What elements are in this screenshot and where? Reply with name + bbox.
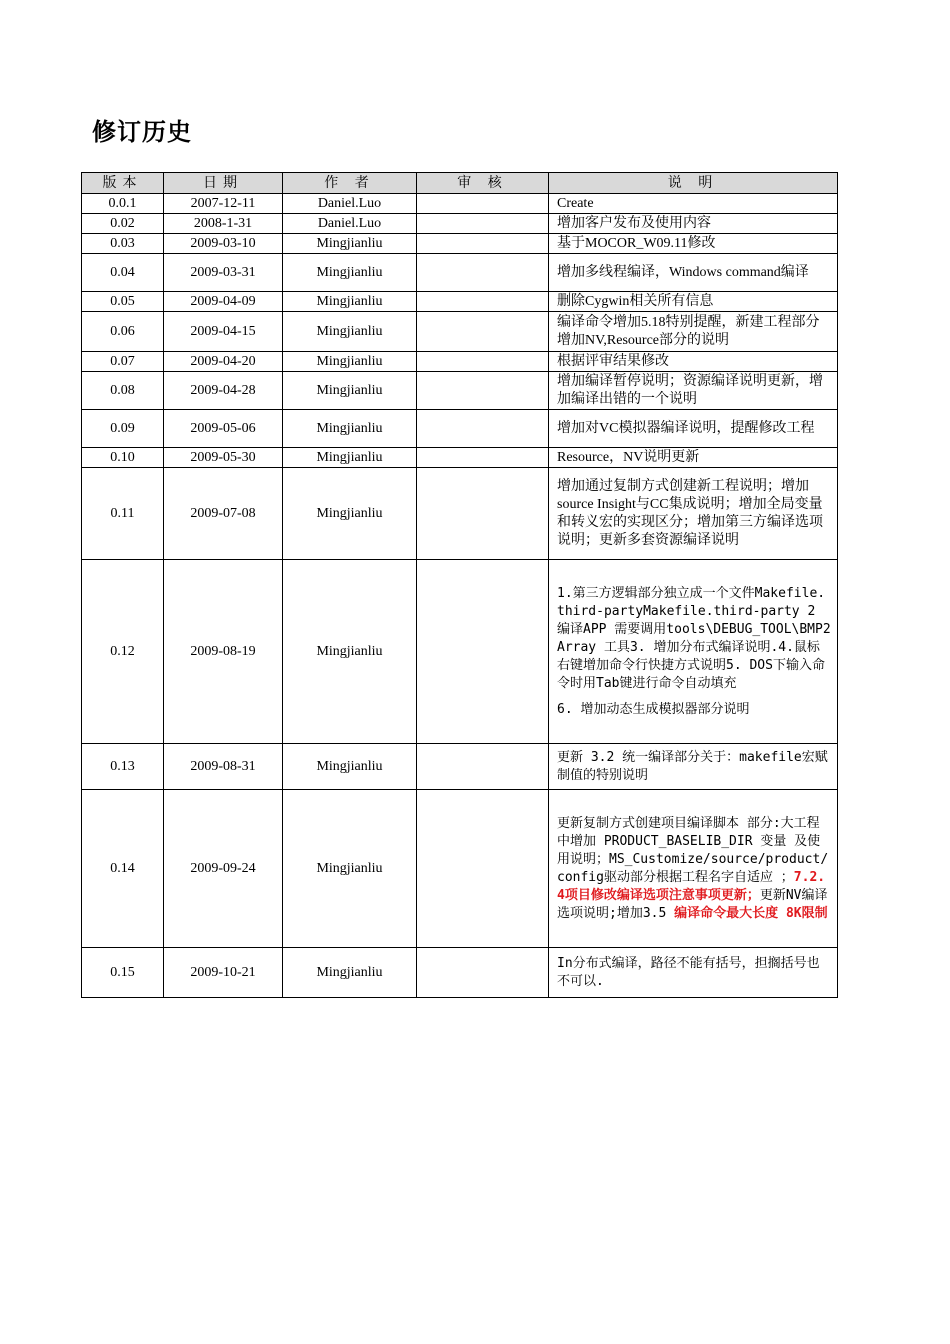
page-title: 修订历史	[92, 118, 192, 146]
cell-description: 编译命令增加5.18特别提醒，新建工程部分增加NV,Resource部分的说明	[549, 312, 838, 352]
cell-author: Mingjianliu	[283, 790, 417, 948]
cell-date: 2009-04-20	[164, 352, 283, 372]
table-row	[82, 254, 838, 292]
cell-reviewer	[417, 372, 549, 410]
cell-description: 增加通过复制方式创建新工程说明；增加 source Insight与CC集成说明；增加全局变量和转义宏的实现区分；增加第三方编译选项说明；更新多套资源编译说明	[549, 468, 838, 560]
table-row	[82, 948, 838, 998]
cell-author: Mingjianliu	[283, 744, 417, 790]
cell-description: 删除Cygwin相关所有信息	[549, 292, 838, 312]
cell-reviewer	[417, 948, 549, 998]
revision-history-table	[81, 172, 838, 998]
cell-version: 0.15	[82, 948, 164, 998]
cell-reviewer	[417, 468, 549, 560]
cell-date: 2009-03-10	[164, 234, 283, 254]
cell-author: Daniel.Luo	[283, 214, 417, 234]
cell-author: Mingjianliu	[283, 352, 417, 372]
cell-date: 2009-10-21	[164, 948, 283, 998]
cell-reviewer	[417, 292, 549, 312]
cell-description	[549, 790, 838, 948]
description-part: 更新NV编译选项说明;增加3.5	[557, 887, 828, 921]
description-part: 更新复制方式创建项目编译脚本 部分:大工程中增加 PRODUCT_BASELIB_DIR 变量 及使用说明；MS_Customize/source/product/config驱动部分根据工程名字自适应 ；	[557, 815, 829, 885]
cell-author: Daniel.Luo	[283, 194, 417, 214]
table-row	[82, 312, 838, 352]
table-row	[82, 194, 838, 214]
highlight-text: 编译命令最大长度 8K限制	[674, 905, 828, 921]
cell-reviewer	[417, 214, 549, 234]
cell-reviewer	[417, 352, 549, 372]
cell-version: 0.06	[82, 312, 164, 352]
header-date: 日期	[164, 173, 283, 194]
table-row	[82, 410, 838, 448]
cell-reviewer	[417, 560, 549, 744]
cell-author: Mingjianliu	[283, 312, 417, 352]
cell-description: Create	[549, 194, 838, 214]
cell-date: 2009-04-15	[164, 312, 283, 352]
cell-description	[549, 560, 838, 744]
cell-author: Mingjianliu	[283, 468, 417, 560]
cell-version: 0.09	[82, 410, 164, 448]
header-description: 说 明	[549, 173, 838, 194]
cell-version: 0.03	[82, 234, 164, 254]
table-row	[82, 790, 838, 948]
cell-version: 0.14	[82, 790, 164, 948]
cell-date: 2009-08-31	[164, 744, 283, 790]
cell-version: 0.11	[82, 468, 164, 560]
highlight-text: 7.2.4项目修改编译选项注意事项更新；	[557, 869, 826, 903]
cell-version: 0.10	[82, 448, 164, 468]
table-row	[82, 448, 838, 468]
description-part: 6. 增加动态生成模拟器部分说明	[557, 701, 750, 717]
description-part: 1.第三方逻辑部分独立成一个文件Makefile.third-partyMakefile.third-party 2 编译APP 需要调用tools\DEBUG_TOOL\BMP2Array 工具3. 增加分布式编译说明.4.鼠标右键增加命令行快捷方式说明5. DOS下输入命令时用Tab键进行命令自动填充	[557, 585, 831, 691]
cell-date: 2009-05-06	[164, 410, 283, 448]
cell-description: 根据评审结果修改	[549, 352, 838, 372]
table-row	[82, 234, 838, 254]
cell-date: 2009-07-08	[164, 468, 283, 560]
cell-date: 2008-1-31	[164, 214, 283, 234]
cell-version: 0.12	[82, 560, 164, 744]
table-row	[82, 744, 838, 790]
cell-author: Mingjianliu	[283, 560, 417, 744]
cell-version: 0.02	[82, 214, 164, 234]
cell-date: 2009-04-28	[164, 372, 283, 410]
cell-description: 基于MOCOR_W09.11修改	[549, 234, 838, 254]
cell-description: 增加客户发布及使用内容	[549, 214, 838, 234]
cell-date: 2009-03-31	[164, 254, 283, 292]
header-version: 版本	[82, 173, 164, 194]
cell-author: Mingjianliu	[283, 372, 417, 410]
cell-version: 0.0.1	[82, 194, 164, 214]
cell-version: 0.04	[82, 254, 164, 292]
cell-date: 2009-08-19	[164, 560, 283, 744]
table-row	[82, 468, 838, 560]
cell-version: 0.13	[82, 744, 164, 790]
cell-author: Mingjianliu	[283, 948, 417, 998]
cell-description: 更新 3.2 统一编译部分关于：makefile宏赋制值的特别说明	[549, 744, 838, 790]
cell-date: 2009-05-30	[164, 448, 283, 468]
cell-description: 增加编译暂停说明；资源编译说明更新，增加编译出错的一个说明	[549, 372, 838, 410]
cell-author: Mingjianliu	[283, 254, 417, 292]
table-row	[82, 214, 838, 234]
cell-version: 0.07	[82, 352, 164, 372]
cell-author: Mingjianliu	[283, 410, 417, 448]
cell-reviewer	[417, 410, 549, 448]
cell-description: In分布式编译，路径不能有括号，担搁括号也不可以.	[549, 948, 838, 998]
cell-description: 增加多线程编译，Windows command编译	[549, 254, 838, 292]
table-row	[82, 372, 838, 410]
cell-date: 2009-09-24	[164, 790, 283, 948]
cell-author: Mingjianliu	[283, 292, 417, 312]
table-row	[82, 560, 838, 744]
table-header-row	[82, 173, 838, 194]
cell-reviewer	[417, 744, 549, 790]
cell-version: 0.05	[82, 292, 164, 312]
cell-description: Resource，NV说明更新	[549, 448, 838, 468]
cell-reviewer	[417, 234, 549, 254]
cell-reviewer	[417, 194, 549, 214]
cell-reviewer	[417, 254, 549, 292]
table-row	[82, 292, 838, 312]
cell-reviewer	[417, 790, 549, 948]
cell-author: Mingjianliu	[283, 234, 417, 254]
cell-description: 增加对VC模拟器编译说明，提醒修改工程	[549, 410, 838, 448]
header-author: 作 者	[283, 173, 417, 194]
cell-date: 2007-12-11	[164, 194, 283, 214]
cell-reviewer	[417, 312, 549, 352]
cell-date: 2009-04-09	[164, 292, 283, 312]
table-row	[82, 352, 838, 372]
cell-author: Mingjianliu	[283, 448, 417, 468]
header-reviewer: 审 核	[417, 173, 549, 194]
cell-reviewer	[417, 448, 549, 468]
cell-version: 0.08	[82, 372, 164, 410]
